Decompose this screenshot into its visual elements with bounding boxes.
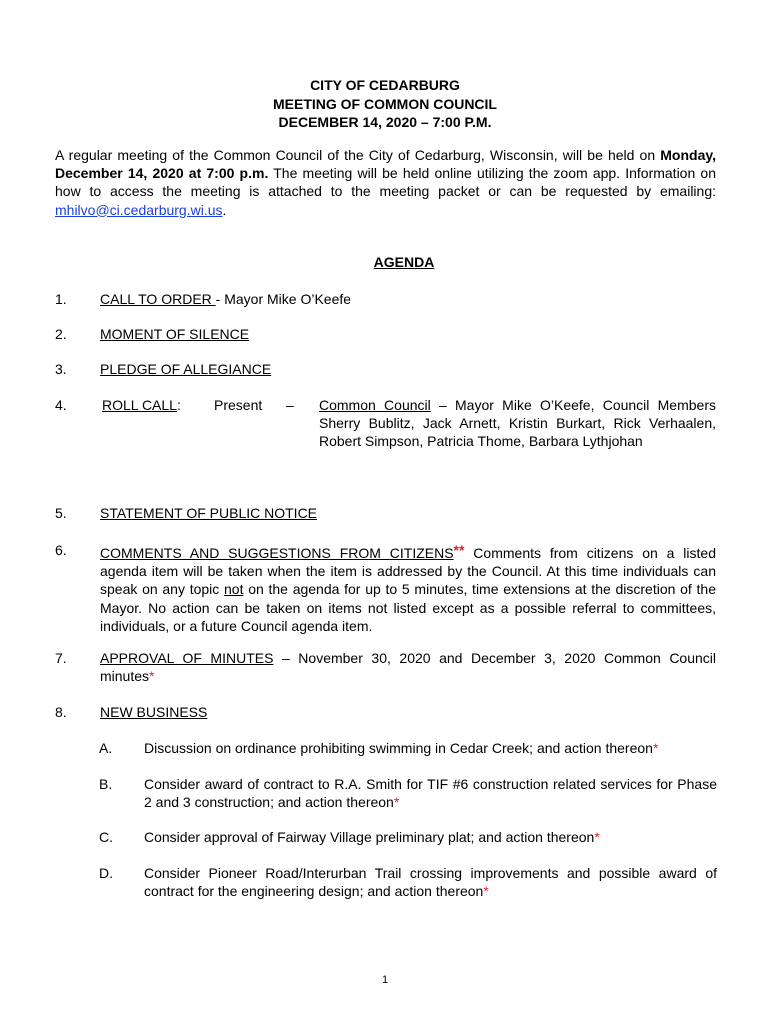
- intro-text-2: The meeting will be held online utilizing the zoom app. Information on how to access the meeting is attached to the meeting packet or can be requested by emailing:: [55, 165, 716, 200]
- page-number: 1: [381, 974, 389, 986]
- item-number: 2.: [55, 326, 67, 342]
- meeting-name: MEETING OF COMMON COUNCIL: [273, 95, 497, 112]
- sub-item-text: Consider award of contract to R.A. Smith for TIF #6 construction related services for Phase 2 and 3 construction; and action thereon: [144, 776, 717, 811]
- asterisk: *: [483, 883, 489, 900]
- item-title: ROLL CALL: [102, 397, 177, 413]
- email-link[interactable]: mhilvo@ci.cedarburg.wi.us: [55, 201, 223, 218]
- agenda-item-4: [55, 396, 716, 476]
- item-number: 6.: [55, 542, 67, 558]
- sub-item-text: Consider Pioneer Road/Interurban Trail crossing improvements and possible award of contract for the engineering design; and action thereon: [144, 865, 717, 900]
- roll-colon: :: [176, 397, 181, 413]
- item-title: CALL TO ORDER: [100, 291, 216, 307]
- item-number: 3.: [55, 361, 67, 377]
- item-number: 1.: [55, 291, 67, 307]
- double-asterisk: **: [453, 542, 465, 558]
- new-business-item-b: [99, 775, 717, 815]
- sub-item-letter: D.: [99, 865, 113, 881]
- item-title: PLEDGE OF ALLEGIANCE: [100, 361, 272, 377]
- item-title: MOMENT OF SILENCE: [100, 326, 250, 342]
- new-business-item-d: [99, 864, 717, 904]
- council-members: – Mayor Mike O’Keefe, Council Members Sherry Bublitz, Jack Arnett, Kristin Burkart, Rick Verhaalen, Robert Simpson, Patricia Thome, Barbara Lythjohan: [319, 397, 716, 450]
- asterisk: *: [393, 794, 400, 811]
- asterisk: *: [652, 740, 659, 756]
- item-number: 8.: [55, 704, 67, 720]
- item-number: 4.: [55, 397, 67, 413]
- item-title: STATEMENT OF PUBLIC NOTICE: [100, 505, 318, 521]
- agenda-item-7: [55, 649, 716, 689]
- item-text-2: on the agenda for up to 5 minutes, time extensions at the discretion of the Mayor. No action can be taken on items not listed except as a possible referral to committees, individuals, or a future Council agenda item.: [100, 581, 717, 634]
- item-emphasis-not: not: [224, 581, 244, 598]
- sub-item-letter: B.: [99, 776, 113, 792]
- asterisk: *: [149, 668, 155, 685]
- item-title: COMMENTS AND SUGGESTIONS FROM CITIZENS: [100, 545, 454, 561]
- intro-meeting-time: Monday, December 14, 2020 at 7:00 p.m.: [55, 147, 716, 182]
- intro-text-1: A regular meeting of the Common Council of the City of Cedarburg, Wisconsin, will be held on: [55, 147, 661, 163]
- item-number: 5.: [55, 505, 67, 521]
- roll-present-label: Present: [214, 397, 263, 413]
- item-detail: – November 30, 2020 and December 3, 2020 Common Council minutes: [100, 650, 717, 685]
- item-title: APPROVAL OF MINUTES: [100, 650, 274, 666]
- agenda-title: AGENDA: [373, 254, 435, 270]
- agenda-item-6: [55, 541, 716, 636]
- document-header: [0, 76, 770, 132]
- sub-item-letter: C.: [99, 829, 113, 845]
- item-detail: - Mayor Mike O’Keefe: [215, 291, 352, 307]
- item-number: 7.: [55, 650, 67, 666]
- intro-paragraph: [55, 146, 716, 219]
- asterisk: *: [594, 829, 600, 845]
- intro-end: .: [222, 201, 227, 218]
- sub-item-text: Discussion on ordinance prohibiting swimming in Cedar Creek; and action thereon: [144, 740, 653, 756]
- item-title: NEW BUSINESS: [100, 704, 208, 720]
- roll-dash: –: [286, 397, 294, 413]
- meeting-date: DECEMBER 14, 2020 – 7:00 P.M.: [278, 114, 492, 130]
- item-text-1: Comments from citizens on a listed agenda item will be taken when the item is addressed by the Council. At this time individuals can speak on any topic: [100, 545, 716, 598]
- sub-item-letter: A.: [99, 740, 113, 756]
- sub-item-text: Consider approval of Fairway Village preliminary plat; and action thereon: [144, 829, 595, 845]
- common-council-label: Common Council: [319, 397, 431, 413]
- city-name: CITY OF CEDARBURG: [310, 77, 460, 93]
